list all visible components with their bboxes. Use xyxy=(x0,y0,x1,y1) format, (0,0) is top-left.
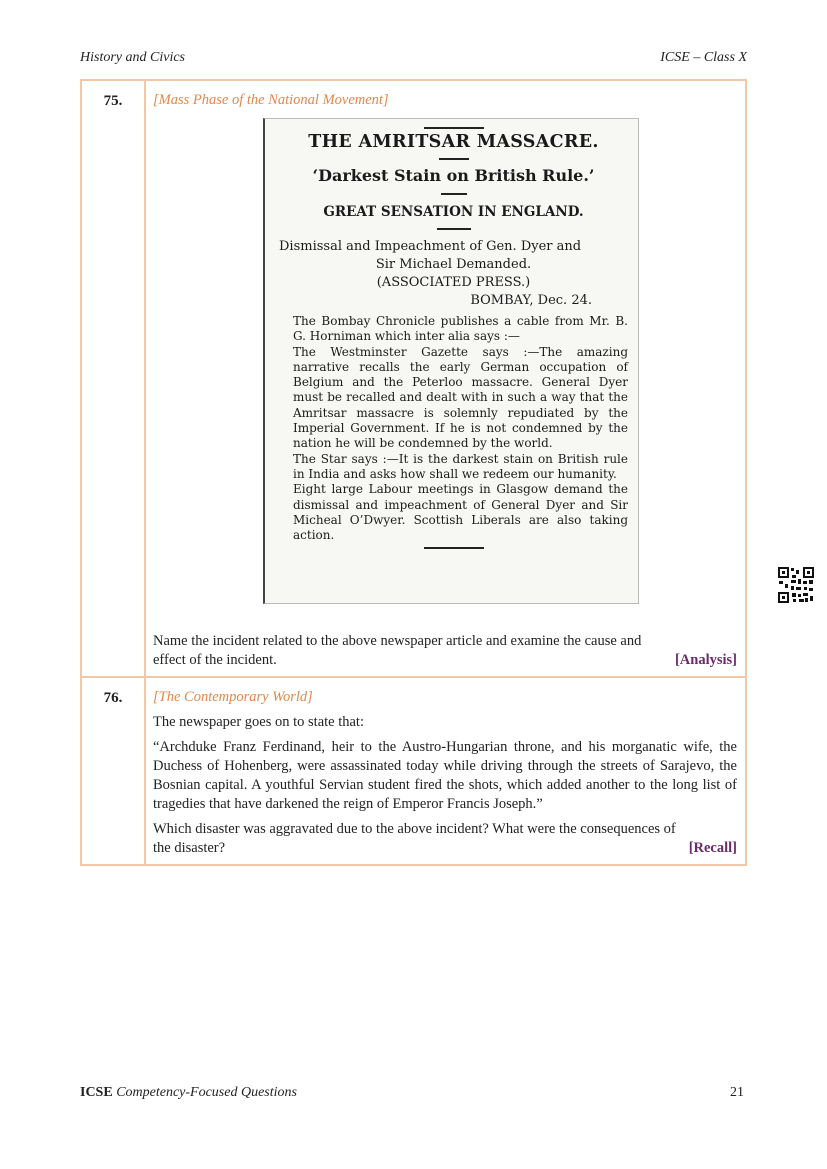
question-row-75 xyxy=(81,80,746,677)
clipping-rule xyxy=(424,547,484,549)
clipping-paragraph: Eight large Labour meetings in Glasgow demand the dismissal and impeachment of General Dyer and Sir Micheal O’Dwyer. Scottish Liberals are also taking action. xyxy=(293,482,628,543)
question-row-76 xyxy=(81,677,746,865)
clipping-text xyxy=(279,314,628,543)
question-quote: “Archduke Franz Ferdinand, heir to the Austro-Hungarian throne, and his morganatic wife, the Duchess of Hohenberg, were assassinated today while driving through the streets of Sarajevo, the Bosnian capital. A youthful Servian student fired the shots, which added another to the long list of tragedies that have darkened the reign of Emperor Francis Joseph.” xyxy=(153,739,737,812)
question-body xyxy=(145,677,746,865)
clipping-rule xyxy=(439,158,469,160)
clipping-paragraph: The Westminster Gazette says :—The amazing narrative recalls the early German occupation of Belgium and the Peterloo massacre. General Dyer must be recalled and dealt with in such a way that the Amritsar massacre is solemnly repudiated by the Imperial Government. If he is not condemned by the nation he will be condemned by the world. xyxy=(293,344,628,451)
clipping-rule xyxy=(424,127,484,129)
clipping-heading: GREAT SENSATION IN ENGLAND. xyxy=(323,204,584,220)
clipping-line-1: Dismissal and Impeachment of Gen. Dyer and xyxy=(279,239,582,254)
question-tag: [Recall] xyxy=(688,840,737,856)
clipping-title: THE AMRITSAR MASSACRE. xyxy=(308,132,599,152)
question-body xyxy=(145,80,746,677)
clipping-line-2: Sir Michael Demanded. xyxy=(375,257,532,272)
question-topic: [Mass Phase of the National Movement] xyxy=(153,92,389,108)
newspaper-clipping xyxy=(263,118,639,604)
question-number: 75. xyxy=(81,80,145,677)
question-text: Which disaster was aggravated due to the above incident? What were the consequences of the disaster? xyxy=(153,821,676,856)
qr-code-icon[interactable] xyxy=(777,566,815,604)
question-intro: The newspaper goes on to state that: xyxy=(153,714,364,730)
clipping-rule xyxy=(437,228,471,230)
clipping-line-3: (ASSOCIATED PRESS.) xyxy=(376,275,531,290)
footer-title xyxy=(80,1085,297,1101)
clipping-paragraph: The Star says :—It is the darkest stain on British rule in India and asks how shall we redeem our humanity. xyxy=(293,451,628,481)
question-line xyxy=(153,632,737,670)
header-subject: History and Civics xyxy=(80,50,185,65)
question-text: Name the incident related to the above newspaper article and examine the cause and effect of the incident. xyxy=(153,633,642,668)
questions-table xyxy=(80,79,747,866)
page-number: 21 xyxy=(730,1085,744,1100)
question-number: 76. xyxy=(81,677,145,865)
footer-subtitle: Competency-Focused Questions xyxy=(116,1085,297,1100)
clipping-paragraph: The Bombay Chronicle publishes a cable from Mr. B. G. Horniman which inter alia says :— xyxy=(293,314,628,344)
question-topic: [The Contemporary World] xyxy=(153,689,313,705)
footer-brand: ICSE xyxy=(80,1085,113,1100)
header-class: ICSE – Class X xyxy=(660,50,747,65)
clipping-dateline: BOMBAY, Dec. 24. xyxy=(470,293,592,308)
clipping-rule xyxy=(441,193,467,195)
question-line xyxy=(153,820,737,858)
clipping-subtitle: ‘Darkest Stain on British Rule.’ xyxy=(312,166,595,185)
question-tag: [Analysis] xyxy=(674,652,737,668)
